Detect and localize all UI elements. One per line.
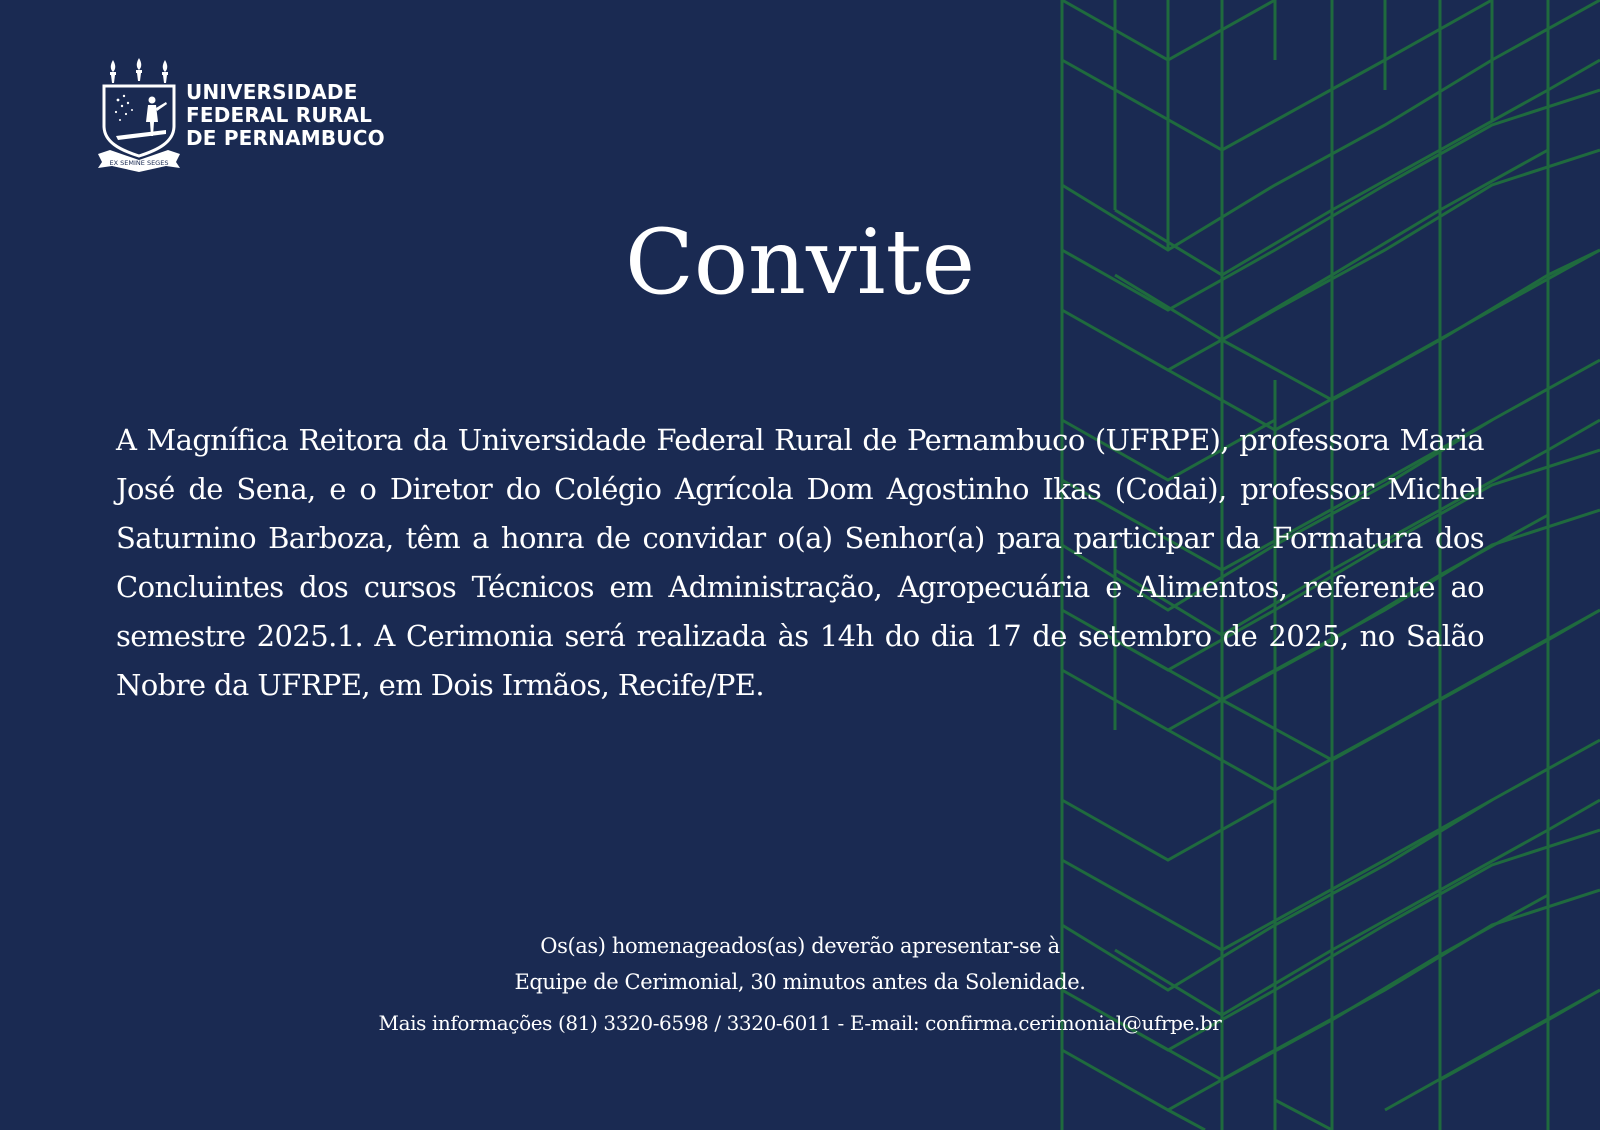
invitation-body: A Magnífica Reitora da Universidade Federal Rural de Pernambuco (UFRPE), professora Maria José de Sena, e o Diretor do Colégio Agrícola Dom Agostinho Ikas (Codai), professor Michel Saturnino Barboza, têm a honra de convidar o(a) Senhor(a) para participar da Formatura dos Concluintes dos cursos Técnicos em Administração, Agropecuária e Alimentos, referente ao semestre 2025.1. A Cerimonia será realizada às 14h do dia 17 de setembro de 2025, no Salão Nobre da UFRPE, em Dois Irmãos, Recife/PE. [116, 423, 1484, 702]
wordmark-line-1: UNIVERSIDADE [186, 79, 358, 104]
crest-motto: EX SEMINE SEGES [109, 159, 169, 167]
university-wordmark [186, 79, 385, 150]
wordmark-line-3: DE PERNAMBUCO [186, 125, 385, 150]
attendance-note-line-1: Os(as) homenageados(as) deverão apresentar-se à [540, 934, 1060, 958]
wordmark-line-2: FEDERAL RURAL [186, 102, 373, 127]
attendance-note [0, 928, 1600, 1000]
contact-info: Mais informações (81) 3320-6598 / 3320-6011 - E-mail: confirma.cerimonial@ufrpe.br [378, 1011, 1222, 1035]
ufrpe-crest-icon [96, 56, 182, 172]
attendance-note-line-2: Equipe de Cerimonial, 30 minutos antes da Solenidade. [514, 970, 1086, 994]
invitation-title: Convite [624, 210, 976, 315]
university-logo [96, 56, 385, 172]
